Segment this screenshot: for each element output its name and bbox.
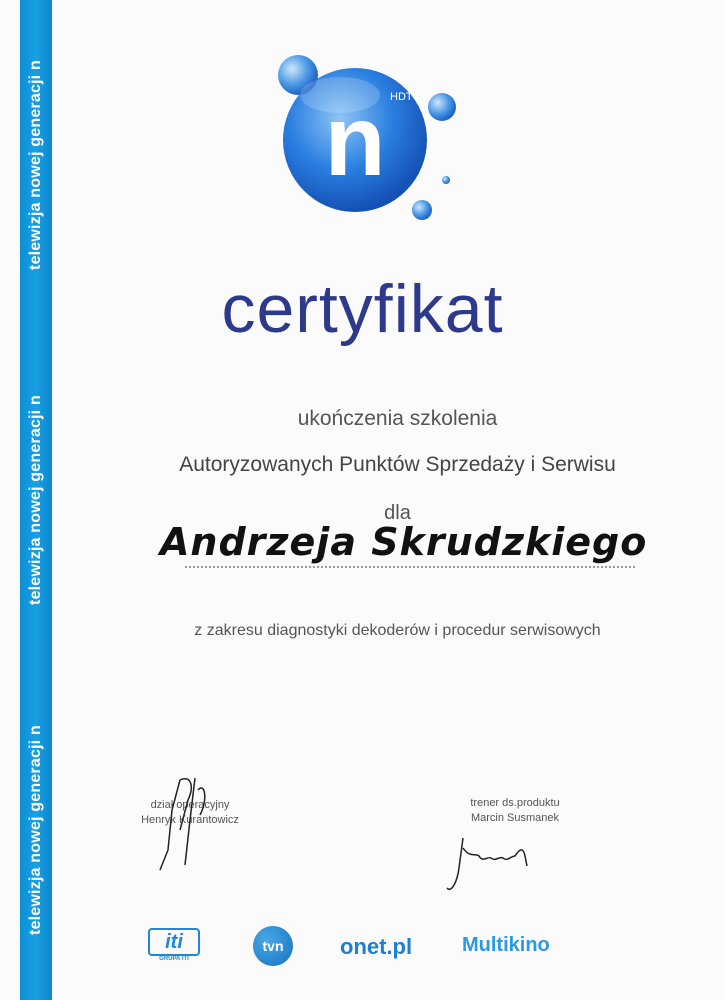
left-signature xyxy=(150,770,220,880)
left-signer-role: dział operacyjny xyxy=(150,799,230,811)
recipient-dotted-line xyxy=(185,566,635,568)
side-strip-text: telewizja nowej generacji n xyxy=(27,395,44,605)
right-signature-block xyxy=(440,796,590,826)
right-signature xyxy=(445,828,545,898)
side-strip xyxy=(20,0,52,1000)
for-label: dla xyxy=(384,502,411,524)
right-signer-name: Marcin Susmanek xyxy=(470,812,560,824)
right-signer-role: trener ds.produktu xyxy=(470,797,560,809)
side-strip-text: telewizja nowej generacji n xyxy=(27,60,44,270)
tvn-logo: tvn xyxy=(253,926,293,966)
side-strip-text: telewizja nowej generacji n xyxy=(27,725,44,935)
scope-text: z zakresu diagnostyki dekoderów i procedur serwisowych xyxy=(194,622,601,639)
onet-logo: onet.pl xyxy=(340,934,413,959)
recipient-name: Andrzeja Skrudzkiego xyxy=(160,520,648,564)
certificate-title: certyfikat xyxy=(221,271,504,347)
n-hdtv-logo xyxy=(270,45,470,235)
course-name: Autoryzowanych Punktów Sprzedaży i Serwisu xyxy=(179,453,616,476)
iti-logo: iti GRUPA ITI xyxy=(148,928,200,958)
logo-badge: HDTV xyxy=(390,91,420,103)
left-signer-name: Henryk Kurantowicz xyxy=(141,814,239,826)
logo-letter: n xyxy=(324,85,386,197)
subtitle-text: ukończenia szkolenia xyxy=(297,407,498,430)
multikino-logo: Multikino xyxy=(462,934,550,956)
